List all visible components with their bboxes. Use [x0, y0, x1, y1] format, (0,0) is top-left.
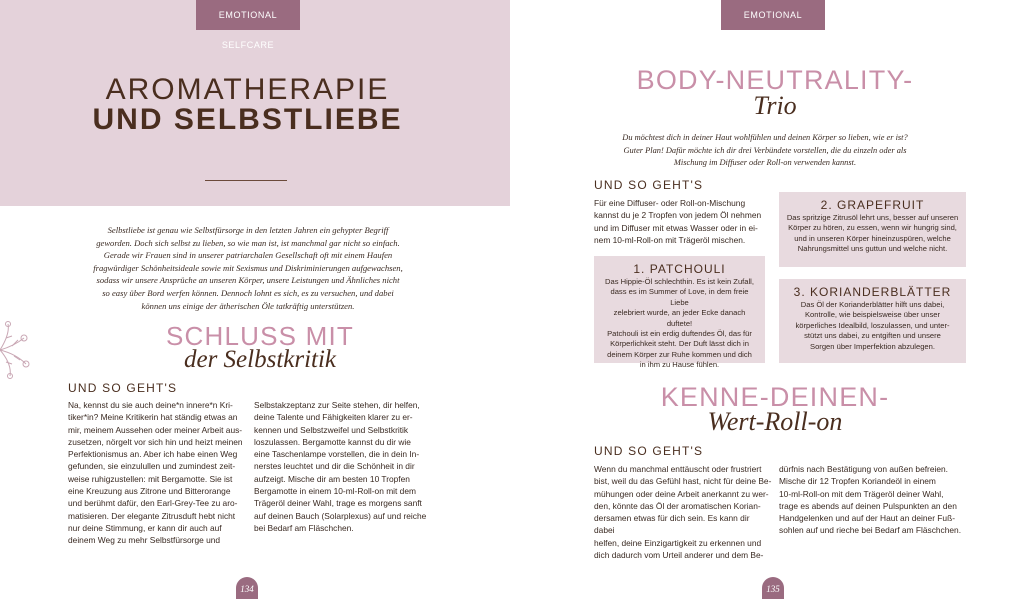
text-line: Wenn du manchmal enttäuscht oder frustriert	[594, 464, 762, 474]
box-line: deinem Körper zur Ruhe kommen und dich	[607, 349, 752, 359]
text-line: sohlen auf und rieche bei Bedarf am Fläschchen.	[779, 525, 962, 536]
lead-line: Du möchtest dich in deiner Haut wohlfühlen und deinen Körper so lieben, wie er ist?	[622, 133, 908, 142]
box-line: Das spritzige Zitrusöl lehrt uns, besser auf unseren	[786, 213, 959, 222]
section-tab: EMOTIONAL SELFCARE	[721, 0, 825, 30]
text-line: den, könnte das Öl der aromatischen Korian-	[594, 500, 761, 511]
box-line: dass es im Summer of Love, in dem freie Liebe	[610, 287, 749, 307]
box-line: und in unseren Körper hineinzuspüren, welche	[794, 233, 951, 243]
text-line: zusetzen, nörgelt vor sich hin und heizt meinen	[68, 436, 243, 447]
text-line: 10-ml-Roll-on mit dem Trägeröl deiner Wahl,	[779, 488, 944, 499]
text-line: weise ruhigzustellen: mit Bergamotte. Sie ist	[68, 473, 233, 484]
box-line: Patchouli ist ein erdig duftendes Öl, das für	[607, 329, 752, 339]
lead-line: Guter Plan! Dafür möchte ich dir drei Verbündete vorstellen, die du einzeln oder als	[623, 145, 907, 155]
subheading: UND SO GEHT'S	[68, 381, 178, 395]
box-line: Das Öl der Korianderblätter hilft uns dabei,	[800, 300, 945, 309]
title-divider	[205, 180, 287, 181]
box-title: 2. GRAPEFRUIT	[820, 198, 925, 212]
text-line: Selbstakzeptanz zur Seite stehen, dir helfen,	[254, 400, 420, 410]
text-line: bei Bedarf am Fläschchen.	[254, 522, 354, 533]
text-line: deinem Weg zu mehr Selbstfürsorge und	[68, 535, 221, 546]
box-line: zelebriert wurde, an jeder Ecke danach duftete!	[613, 308, 746, 328]
box-line: in ihm zu Hause fühlen.	[639, 360, 720, 370]
text-column-2	[254, 399, 440, 534]
intro-line: Selbstliebe ist genau wie Selbstfürsorge in den letzten Jahren ein gehypter Begriff	[107, 225, 389, 235]
text-line: Bergamotte in einem 10-ml-Roll-on mit dem	[254, 486, 416, 497]
intro-line: fragwürdiger Schönheitsideale sowie mit Sexismus und Diskriminierungen aufgewachsen,	[93, 262, 403, 273]
page-number: 135	[762, 577, 784, 599]
text-line: gefunden, sie einzulullen und zumindest zeit-	[68, 461, 236, 472]
text-line: Na, kennst du sie auch deine*n innere*n Kri-	[68, 400, 233, 410]
text-line: nur deine Stimmung, er kann dir auch auf	[68, 522, 222, 533]
text-line: loszulassen. Bergamotte kannst du dir wie	[254, 436, 411, 447]
intro-line: Gerade wir Frauen sind in unserer patriarchalen Gesellschaft oft mit einem Haufen	[103, 250, 393, 261]
page-number: 134	[236, 577, 258, 599]
text-line: kannst du je 2 Tropfen von jedem Öl nehmen	[594, 210, 762, 221]
text-column-1	[68, 399, 248, 547]
text-line: trage es abends auf deinen Pulspunkten an den	[779, 500, 957, 511]
text-column-2	[779, 463, 971, 537]
info-box-patchouli	[594, 256, 765, 370]
text-line: nerstes leuchtet und dir die Schönheit in dir	[254, 461, 415, 472]
section-heading-script: der Selbstkritik	[183, 346, 337, 373]
intro-line: sodass wir unsere Ansprüche an unseren Körper, unsere Leistungen und Ähnliches nicht	[96, 275, 400, 286]
page-title-line2: UND SELBSTLIEBE	[92, 103, 403, 136]
intro-line: geworden. Doch sich selbst zu lieben, so wie man ist, ist manchmal gar nicht so einfach.	[96, 237, 400, 248]
text-line: und berühmt dafür, den Earl-Grey-Tee zu aro-	[68, 498, 238, 509]
text-line: Perfektionismus an. Aber ich habe einen Weg	[68, 449, 238, 460]
intro-paragraph	[88, 224, 408, 312]
text-line: eine Taschenlampe vorstellen, die in dein In-	[254, 449, 420, 460]
intro-line: so easy über Bord werfen können. Dennoch lohnt es sich, es zu versuchen, und dabei	[102, 287, 394, 298]
section-heading-caps: SCHLUSS MIT	[165, 321, 354, 351]
box-line: Körperlichkeit steht. Der Duft lässt dich in	[610, 339, 749, 349]
box-body	[602, 277, 757, 371]
page-heading-script: Trio	[753, 91, 797, 120]
box-line: Kontrolle, wie beispielsweise über unser	[804, 310, 941, 320]
text-line: Mische dir 12 Tropfen Koriandeöl in einem	[779, 476, 936, 487]
box-title: 3. KORIANDERBLÄTTER	[793, 285, 952, 299]
box-line: Nahrungsmittel uns guttun und welche nicht.	[797, 244, 948, 254]
floral-illustration-icon	[0, 320, 46, 380]
intro-line: können uns einige der ätherischen Öle tatkräftig unterstützen.	[141, 300, 355, 311]
section-heading-script: Wert-Roll-on	[707, 407, 843, 436]
text-line: deine Talente und Fähigkeiten klarer zu er-	[254, 412, 413, 423]
text-line: und im Diffuser mit etwas Wasser oder in ei-	[594, 222, 758, 233]
box-line: Das Hippie-Öl schlechthin. Es ist kein Zufall,	[605, 277, 754, 286]
box-line: Körper zu hören, zu essen, wenn wir hungrig sind,	[788, 223, 957, 233]
subheading: UND SO GEHT'S	[594, 444, 704, 458]
how-to-text	[594, 197, 774, 246]
text-line: helfen, deine Einzigartigkeit zu erkennen und	[594, 537, 762, 548]
text-line: mir, meinem Aussehen oder meiner Arbeit aus-	[68, 424, 243, 435]
box-line: Sorgen über Imperfektion abzulegen.	[810, 341, 935, 351]
page-heading-caps: BODY-NEUTRALITY-	[636, 65, 914, 95]
box-line: stützt uns dabei, zu entgiften und unsere	[804, 331, 941, 341]
text-line: Für eine Diffuser- oder Roll-on-Mischung	[594, 198, 746, 208]
text-line: Trägeröl deiner Wahl, trage es morgens sanft	[254, 498, 422, 509]
box-line: körperliches Idealbild, loszulassen, und unter-	[795, 320, 950, 330]
text-line: kennen und Selbstzweifel und Selbstkritik	[254, 424, 409, 435]
text-line: aufzeigt. Mische dir am besten 10 Tropfen	[254, 473, 410, 484]
section-heading-caps: KENNE-DEINEN-	[660, 382, 890, 412]
info-box-grapefruit	[779, 192, 966, 267]
text-line: dürfnis nach Bestätigung von außen befreien.	[779, 464, 949, 474]
text-line: auf deinen Bauch (Solarplexus) auf und reiche	[254, 510, 427, 521]
text-line: dersamen etwas für dich sein. Es kann dir dabei	[594, 513, 750, 536]
text-line: nem 10-ml-Roll-on mit Trägeröl mischen.	[594, 234, 746, 245]
text-line: matisieren. Der elegante Zitrusduft hebt nicht	[68, 510, 236, 521]
text-line: tiker*in? Meine Kritikerin hat ständig etwas an	[68, 412, 238, 423]
lead-paragraph	[600, 132, 930, 170]
box-title: 1. PATCHOULI	[633, 262, 726, 276]
text-line: Handgelenken und auf der Haut an deiner Fuß-	[779, 513, 955, 524]
section-tab: EMOTIONAL SELFCARE	[196, 0, 300, 30]
info-box-koriander	[779, 279, 966, 363]
box-body	[783, 300, 962, 352]
lead-line: Mischung im Diffuser oder Roll-on verwenden kannst.	[673, 158, 857, 168]
text-line: dich dadurch vom Urteil anderer und dem Be-	[594, 550, 764, 561]
text-line: mühungen oder deine Arbeit anerkannt zu wer-	[594, 488, 769, 499]
box-body	[783, 213, 962, 255]
page-title-line1: AROMATHERAPIE	[105, 73, 390, 106]
text-line: eine Kreuzung aus Zitrone und Bitterorange	[68, 486, 231, 497]
left-page	[0, 0, 510, 599]
subheading: UND SO GEHT'S	[594, 178, 704, 192]
text-line: bist, weil du das Gefühl hast, nicht für deine Be-	[594, 476, 772, 487]
text-column-1	[594, 463, 772, 561]
